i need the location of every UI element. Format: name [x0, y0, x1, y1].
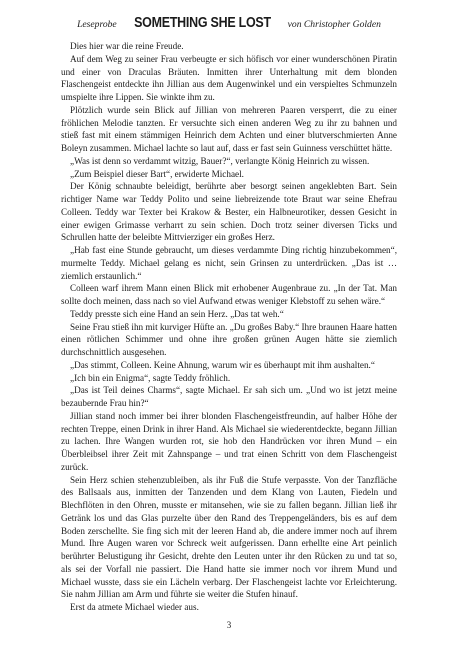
page-number: 3 [226, 620, 232, 630]
paragraph: „Das stimmt, Colleen. Keine Ahnung, warum wir es überhaupt mit ihm aushalten.“ [70, 359, 375, 370]
body-text [61, 40, 397, 614]
paragraph: Auf dem Weg zu seiner Frau verbeugte er sich höfisch vor einer wunderschönen Piratin und einer von Draculas Bräuten. Inmitten ihrer Unterhaltung mit dem blonden Flaschengeist entdeckte ihn Jillian aus dem Augenwinkel und ein verspieltes Schmunzeln umspielte ihre Lippen. Sie winkte ihm zu. [61, 53, 397, 102]
header-author: von Christopher Golden [287, 19, 381, 30]
book-title: SOMETHING SHE LOST [133, 15, 271, 31]
paragraph: „Hab fast eine Stunde gebraucht, um dieses verdammte Ding richtig hinzubekommen“, murmelte Teddy. Michael gelang es nicht, sein Grinsen zu unterdrücken. „Das ist … ziemlich erstaunlich.“ [61, 245, 397, 281]
paragraph: „Ich bin ein Enigma“, sagte Teddy fröhlich. [70, 372, 231, 383]
paragraph: Sein Herz schien stehenzubleiben, als ihr Fuß die Stufe verpasste. Von der Tanzfläche des Ballsaals aus, inmitten der Tanzenden und dem Klang von Lauten, Fiedeln und Blechflöten in den Ohren, musste er mitansehen, wie sie zu fallen begann. Jillian ließ ihr Getränk los und das Glas purzelte über den Rand des Treppengeländers, bis es auf dem Boden zerschellte. Sie fing sich mit der leeren Hand ab, die andere immer noch auf ihrem Mund. Ihre Augen waren vor Schreck weit aufgerissen. Dann erhellte eine Art peinlich berührter Belustigung ihr Gesicht, drehte den Leuten unter ihr den Rücken zu und tat so, als sei der Vorfall nie passiert. Die Hand hatte sie immer noch vor ihrem Mund und Michael wusste, dass sie ein Lächeln verbarg. Der Flaschengeist lachte vor Erleichterung. Sie nahm Jillian am Arm und führte sie weiter die Stufen hinauf. [61, 474, 397, 600]
paragraph: „Zum Beispiel dieser Bart“, erwiderte Michael. [70, 168, 244, 179]
paragraph: Teddy presste sich eine Hand an sein Herz. „Das tat weh.“ [70, 308, 284, 319]
paragraph: Colleen warf ihrem Mann einen Blick mit erhobener Augenbraue zu. „In der Tat. Man sollte doch meinen, dass nach so viel Aufwand etwas weniger Klebstoff zu sehen wäre.“ [61, 283, 397, 306]
paragraph: Der König schnaubte beleidigt, berührte aber besorgt seinen angeklebten Bart. Sein richtiger Name war Teddy Polito und seine liebreizende tote Braut war seine Ehefrau Colleen. Teddy war Texter bei Krakow & Bester, ein Halbneurotiker, dessen Gesicht in einer ewigen Grimasse verharrt zu sein schien. Doch trotz seiner diversen Ticks und Schrullen hatte der beleibte Mittvierziger ein großes Herz. [61, 181, 397, 243]
running-header [0, 14, 458, 34]
paragraph: Plötzlich wurde sein Blick auf Jillian von mehreren Paaren versperrt, die zu einer fröhlichen Melodie tanzten. Er versuchte sich einen anderen Weg zu ihr zu bahnen und stieß fast mit einem stämmigen Heinrich dem Achten und einer blutverschmierten Anne Boleyn zusammen. Michael lachte so laut auf, dass er fast sein Guinness verschüttet hätte. [61, 104, 397, 153]
paragraph: Jillian stand noch immer bei ihrer blonden Flaschengeistfreundin, auf halber Höhe der rechten Treppe, einen Drink in ihrer Hand. Als Michael sie wiederentdeckte, begann Jillian zu lachen. Ihre Wangen wurden rot, sie hob den Handrücken vor ihren Mund – ein Überbleibsel ihrer Zeit mit Zahnspange – und trat einen Schritt von dem Flaschengeist zurück. [61, 410, 397, 472]
paragraph: Dies hier war die reine Freude. [70, 41, 184, 51]
paragraph: Erst da atmete Michael wieder aus. [70, 602, 199, 612]
paragraph: „Das ist Teil deines Charms“, sagte Michael. Er sah sich um. „Und wo ist jetzt meine bezaubernde Frau hin?“ [61, 385, 397, 408]
paragraph: „Was ist denn so verdammt witzig, Bauer?“, verlangte König Heinrich zu wissen. [70, 155, 370, 166]
header-prefix: Leseprobe [77, 19, 117, 30]
paragraph: Seine Frau stieß ihn mit kurviger Hüfte an. „Du großes Baby.“ Ihre braunen Haare hatten einen rötlichen Schimmer und ohne ihre großen grünen Augen hätte sie ziemlich durchschnittlich ausgesehen. [61, 321, 397, 357]
